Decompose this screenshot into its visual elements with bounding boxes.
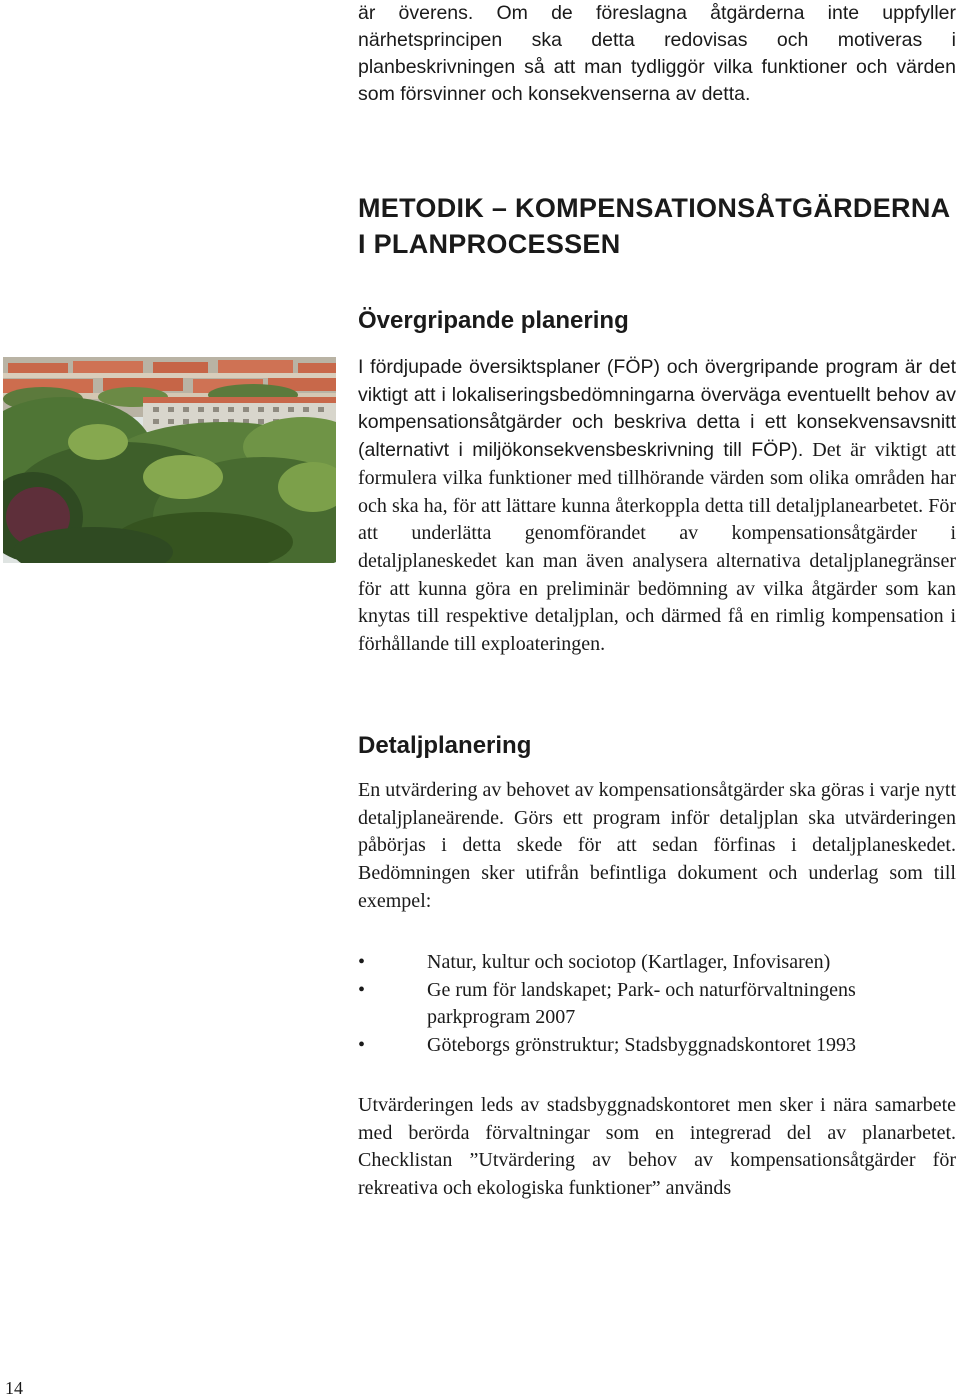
detail-paragraph: [358, 777, 956, 916]
list-item-text: Natur, kultur och sociotop (Kartlager, Infovisaren): [427, 951, 831, 973]
overview-paragraph: [358, 354, 956, 659]
intro-paragraph: [358, 0, 956, 108]
heading-detail-planning: Detaljplanering: [358, 732, 532, 759]
closing-paragraph: [358, 1092, 956, 1203]
section-title: METODIK – KOMPENSATIONSÅTGÄRDERNA I PLANPROCESSEN: [358, 193, 950, 259]
list-item: [358, 977, 956, 1032]
bullet-glyph: •: [358, 1034, 366, 1057]
intro-text: är överens. Om de föreslagna åtgärderna inte uppfyller närhetsprincipen ska detta redovisas och motiveras i planbeskrivningen så att man tydliggör vilka funktioner och värden som försvinner och konsekvenserna av detta.: [358, 2, 956, 105]
landscape-photo: [3, 357, 336, 563]
bullet-glyph: •: [358, 978, 366, 1001]
page-number: 14: [5, 1378, 23, 1398]
reference-document-list: [358, 949, 956, 1060]
list-item: [358, 1032, 956, 1060]
list-item: [358, 949, 956, 977]
list-item-text: Ge rum för landskapet; Park- och naturförvaltningens parkprogram 2007: [427, 978, 856, 1029]
overview-text-sans: I fördjupade översiktsplaner (FÖP) och övergripande program är det viktigt att i lokaliseringsbedömningarna överväga eventuellt behov av kompensationsåtgärder och beskriva detta i ett konsekvensavsnitt (alternativt i miljökonsekvensbeskrivning till FÖP).: [358, 356, 956, 462]
detail-text: En utvärdering av behovet av kompensationsåtgärder ska göras i varje nytt detaljplaneärende. Görs ett program inför detaljplan ska utvärderingen påbörjas i detta skede för att sedan förfinas i detaljplaneskedet. Bedömningen sker utifrån befintliga dokument och underlag som till exempel:: [358, 779, 956, 912]
closing-text: Utvärderingen leds av stadsbyggnadskontoret men sker i nära samarbete med berörda förvaltningar som en integrerad del av planarbetet. Checklistan ”Utvärdering av behov av kompensationsåtgärder för rekreativa och ekologiska funktioner” används: [358, 1094, 956, 1200]
overview-text-serif: Det är viktigt att formulera vilka funktioner med tillhörande värden som olika områden har och ska ha, för att lättare kunna återkoppla detta till detaljplanearbetet. För att underlätta genomförandet av kompensationsåtgärder i detaljplaneskedet kan man även analysera alternativa detaljplanegränser för att kunna göra en preliminär bedömning av vilka åtgärder som kan knytas till respektive detaljplan, och därmed få en rimlig kompensation i förhållande till exploateringen.: [358, 439, 956, 656]
forest-town-image: [3, 357, 336, 563]
list-item-text: Göteborgs grönstruktur; Stadsbyggnadskontoret 1993: [427, 1034, 857, 1057]
heading-overview-planning: Övergripande planering: [358, 307, 629, 334]
bullet-glyph: •: [358, 951, 366, 973]
